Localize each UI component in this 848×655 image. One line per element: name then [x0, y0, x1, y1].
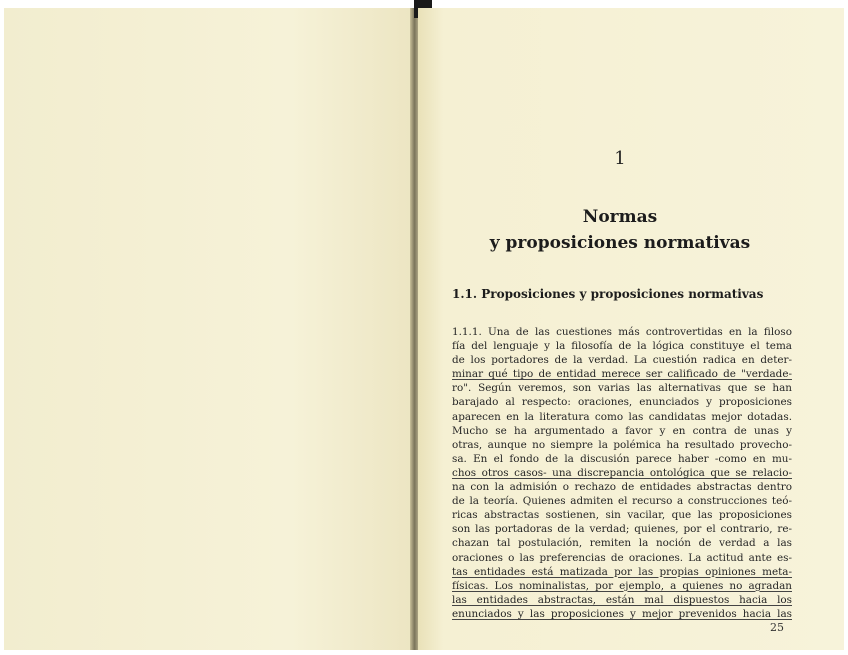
- text-line: chazan tal postulación, remiten la noción de verdad a las: [452, 537, 792, 550]
- text-line: sa. En el fondo de la discusión parece haber -como en mu-: [452, 452, 792, 465]
- page-number: 25: [770, 621, 784, 634]
- chapter-number: 1: [614, 148, 626, 169]
- text-line: enunciados y las proposiciones y mejor prevenidos hacia las: [452, 607, 792, 620]
- text-line: ricas abstractas sostienen, sin vacilar, que las proposiciones: [452, 509, 792, 522]
- text-line: oraciones o las preferencias de oraciones. La actitud ante es-: [452, 551, 792, 564]
- text-line: físicas. Los nominalistas, por ejemplo, a quienes no agradan: [452, 579, 792, 592]
- text-line: barajado al respecto: oraciones, enunciados y proposiciones: [452, 396, 792, 409]
- text-line: las entidades abstractas, están mal dispuestos hacia los: [452, 593, 792, 606]
- left-page-blank: [4, 8, 414, 650]
- text-line: na con la admisión o rechazo de entidades abstractas dentro: [452, 481, 792, 494]
- chapter-title: [440, 204, 800, 256]
- text-line: fía del lenguaje y la filosofía de la lógica constituye el tema: [452, 340, 792, 353]
- text-line: ro". Según veremos, son varias las alternativas que se han: [452, 382, 792, 395]
- text-line: otras, aunque no siempre la polémica ha resultado provecho-: [452, 438, 792, 451]
- text-line: minar qué tipo de entidad merece ser calificado de "verdade-: [452, 368, 792, 381]
- section-heading: 1.1. Proposiciones y proposiciones normativas: [452, 287, 764, 301]
- chapter-title-line-2: y proposiciones normativas: [489, 233, 751, 253]
- text-line: aparecen en la literatura como las candidatas mejor dotadas.: [452, 410, 792, 423]
- text-line: tas entidades está matizada por las propias opiniones meta-: [452, 565, 792, 578]
- chapter-title-line-1: Normas: [582, 207, 658, 227]
- text-line: chos otros casos- una discrepancia ontológica que se relacio-: [452, 466, 792, 479]
- body-paragraph: [452, 325, 792, 621]
- text-line: de la teoría. Quienes admiten el recurso a construcciones teó-: [452, 495, 792, 508]
- text-line: de los portadores de la verdad. La cuestión radica en deter-: [452, 354, 792, 367]
- text-line: son las portadoras de la verdad; quienes, por el contrario, re-: [452, 523, 792, 536]
- text-line: Mucho se ha argumentado a favor y en contra de unas y: [452, 424, 792, 437]
- text-line: 1.1.1. Una de las cuestiones más controvertidas en la filoso: [452, 326, 792, 338]
